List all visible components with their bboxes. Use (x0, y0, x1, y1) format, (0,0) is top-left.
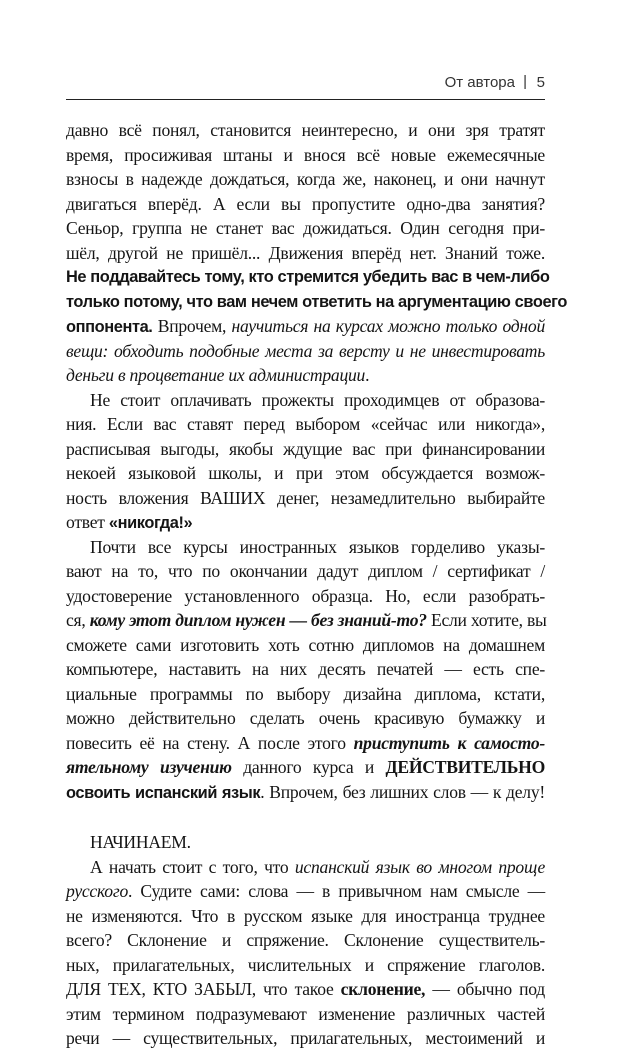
text-line: циальные программы по выбору дизайна диплома, кстати, (66, 683, 545, 704)
bold-phrase: ДЕЙСТВИТЕЛЬНО (385, 757, 546, 777)
text-line: взносы в надежде дождаться, когда же, наконец, и они начнут (66, 169, 545, 189)
plain-phrase: ся, (66, 610, 90, 630)
text-line (66, 510, 545, 535)
text-line (66, 977, 545, 1002)
text-line: некоей языковой школы, и при этом обсуждается возмож- (66, 463, 545, 483)
bold-phrase: склонение, (340, 979, 426, 999)
plain-phrase: повесить её на стену. А после этого (66, 732, 354, 753)
heading-text: НАЧИНАЕМ. (90, 832, 191, 852)
text-line (66, 363, 545, 388)
section-gap (66, 804, 545, 830)
text-line: сможете сами изготовить хоть сотню дипломов на домашнем (66, 634, 545, 655)
plain-phrase: . Судите сами: слова — в привычном нам смысле — (128, 881, 545, 901)
plain-phrase: — обычно под (425, 979, 545, 999)
text-line: компьютере, наставить на них десять печатей — есть спе- (66, 659, 545, 679)
bold-phrase: оппонента. (66, 318, 153, 336)
text-line: двигаться вперёд. А если вы пропустите одно-два занятия? (66, 193, 545, 214)
text-line (66, 755, 545, 780)
header-separator: | (523, 73, 527, 90)
text-line (66, 855, 545, 880)
bold-phrase: «никогда!» (108, 514, 193, 532)
running-header (66, 74, 545, 98)
text-line: ных, прилагательных, числительных и спряжение глаголов. (66, 954, 545, 975)
plain-phrase: ответ (66, 512, 109, 532)
section-heading (66, 830, 545, 855)
plain-phrase: , что такое (251, 979, 341, 999)
text-line-bold: только потому, что вам нечем ответить на аргументацию своего (66, 292, 568, 311)
text-line-bold: Не поддавайтесь тому, кто стремится убедить вас в чем-либо (66, 268, 550, 286)
text-line: речи — существительных, прилагательных, местоимений и (66, 1028, 545, 1048)
text-line: удостоверение установленного образца. Но, если разобрать- (66, 585, 545, 606)
text-line: время, просиживая штаны и внося всё новые ежемесячные (66, 144, 545, 165)
text-line: давно всё понял, становится неинтересно, и они зря тратят (66, 120, 545, 140)
italic-phrase: испанский язык во многом проще (294, 856, 545, 877)
text-line: ния. Если вас ставят перед выбором «сейчас или никогда», (66, 414, 545, 434)
italic-phrase: научиться на курсах можно только одной (231, 316, 546, 336)
italic-phrase: деньги в процветание их администрации (66, 365, 366, 385)
plain-phrase: Если хотите, вы (426, 610, 547, 630)
header-rule (66, 99, 545, 100)
text-line (66, 388, 545, 413)
text-line: ность вложения ВАШИХ денег, незамедлительно выбирайте (66, 487, 545, 508)
bold-italic-phrase: кому этот диплом нужен — без знаний-то? (89, 610, 427, 630)
text-line: всего? Склонение и спряжение. Склонение существитель- (66, 930, 545, 950)
text-line (66, 314, 545, 339)
body-text (66, 118, 568, 1051)
plain-phrase: А начать стоит с того, что (90, 856, 295, 877)
text-line (66, 780, 545, 805)
text-line: Сеньор, группа не станет вас дожидаться. Один сегодня при- (66, 218, 545, 238)
text-line: не изменяются. Что в русском языке для иностранца труднее (66, 905, 545, 926)
text-line (66, 535, 545, 560)
page-number: 5 (536, 74, 545, 91)
bold-italic-phrase: ятельному изучению (66, 757, 232, 777)
italic-phrase: русского (66, 881, 129, 901)
text-line (66, 608, 545, 633)
paragraph-start: Почти все курсы иностранных языков горделиво указы- (90, 536, 545, 557)
plain-phrase: данного курса и (231, 757, 386, 777)
punctuation: . (365, 365, 370, 385)
bold-phrase: освоить испанский язык (66, 783, 261, 802)
text-line: можно действительно сделать очень красивую бумажку и (66, 708, 545, 728)
text-line: расписывая выгоды, якобы ждущие вас при финансировании (66, 438, 545, 459)
bold-italic-phrase: приступить к самосто- (353, 732, 545, 753)
plain-phrase: . Впрочем, без лишних слов — к делу! (260, 781, 545, 802)
text-line: этим термином подразумевают изменение различных частей (66, 1003, 545, 1024)
text-line: шёл, другой не пришёл... Движения вперёд нет. Знаний тоже. (66, 242, 545, 263)
chapter-title: От автора (444, 74, 515, 91)
text-line (66, 731, 545, 756)
text-line (66, 879, 545, 904)
plain-phrase: ДЛЯ ТЕХ, КТО ЗАБЫЛ (66, 979, 252, 999)
paragraph-start: Не стоит оплачивать прожекты проходимцев от образова- (90, 389, 545, 410)
text-line: вают на то, что по окончании дадут диплом / сертификат / (66, 561, 545, 581)
text-line-italic: вещи: обходить подобные места за версту и не инвестировать (66, 340, 545, 361)
plain-phrase: Впрочем, (152, 316, 232, 336)
